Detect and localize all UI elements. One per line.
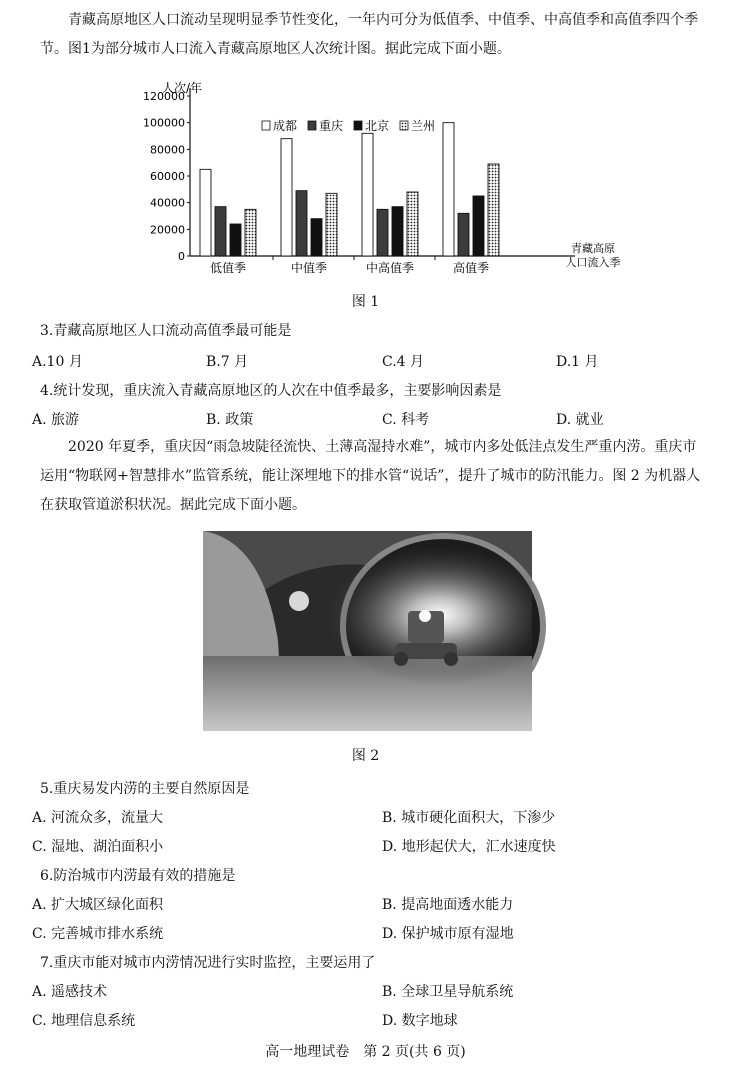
question-6-option-b: B. 提高地面透水能力 [382,897,514,913]
question-5-option-b: B. 城市硬化面积大，下渗少 [382,810,556,826]
legend-label-兰州: 兰州 [411,119,436,133]
y-tick-label: 40000 [150,196,185,210]
legend-swatch-成都 [262,121,270,130]
question-3-option-c: C.4 月 [382,354,425,370]
question-5-option-a: A. 河流众多，流量大 [32,810,164,826]
y-axis-label: 人次/年 [161,81,203,95]
question-4-option-d: D. 就业 [556,412,604,428]
question-5-option-c: C. 湿地、湖泊面积小 [32,839,164,855]
figure-2-caption: 图 2 [351,748,380,764]
question-7-stem: 7.重庆市能对城市内涝情况进行实时监控，主要运用了 [40,955,376,971]
legend-swatch-重庆 [308,121,316,130]
bar-兰州 [407,192,418,256]
y-tick-label: 80000 [150,143,185,157]
bar-北京 [311,219,322,256]
x-axis-label-line1: 青藏高原 [571,242,615,255]
bar-兰州 [488,164,499,256]
bar-兰州 [245,209,256,256]
y-tick-label: 120000 [143,90,185,103]
bar-成都 [443,123,454,256]
bar-兰州 [326,193,337,256]
legend-label-北京: 北京 [365,119,390,133]
question-3-option-a: A.10 月 [32,354,83,370]
figure-1-caption: 图 1 [351,294,380,310]
x-category-label: 高值季 [452,261,490,275]
bar-重庆 [377,209,388,256]
question-4-option-b: B. 政策 [206,412,254,428]
pipe-robot-photo [203,531,532,731]
bar-重庆 [215,207,226,256]
question-6-option-d: D. 保护城市原有湿地 [382,926,514,942]
question-6-option-a: A. 扩大城区绿化面积 [32,897,164,913]
question-7-option-a: A. 遥感技术 [32,984,108,1000]
question-3-option-b: B.7 月 [206,354,249,370]
question-7-option-c: C. 地理信息系统 [32,1013,136,1029]
page-footer: 高一地理试卷 第 2 页(共 6 页) [265,1044,466,1060]
bar-重庆 [296,191,307,256]
legend-swatch-北京 [354,121,362,130]
question-4-option-c: C. 科考 [382,412,430,428]
y-tick-label: 100000 [143,116,185,130]
question-6-stem: 6.防治城市内涝最有效的措施是 [40,868,236,884]
legend-label-重庆: 重庆 [319,119,344,133]
bar-重庆 [458,213,469,256]
legend-swatch-兰州 [400,121,408,130]
x-category-label: 低值季 [209,261,247,275]
intro-paragraph-1: 青藏高原地区人口流动呈现明显季节性变化，一年内可分为低值季、中值季、中高值季和高值季四个季节。图1为部分城市人口流入青藏高原地区人次统计图。据此完成下面小题。 [40,12,698,57]
question-5-stem: 5.重庆易发内涝的主要自然原因是 [40,781,250,797]
bar-成都 [362,133,373,256]
question-7-option-b: B. 全球卫星导航系统 [382,984,514,1000]
x-axis-label-line2: 人口流入季 [565,256,621,269]
y-tick-label: 0 [178,250,185,263]
y-tick-label: 20000 [150,223,185,237]
intro-paragraph-2: 2020 年夏季，重庆因“雨急坡陡径流快、土薄高湿持水难”，城市内多处低洼点发生严重内涝。重庆市运用“物联网+智慧排水”监管系统，能让深埋地下的排水管“说话”，提升了城市的防汛能力。图 2 为机器人在获取管道淤积状况。据此完成下面小题。 [40,439,701,513]
question-6-option-c: C. 完善城市排水系统 [32,926,164,942]
question-3-option-d: D.1 月 [556,354,599,370]
question-4-stem: 4.统计发现，重庆流入青藏高原地区的人次在中值季最多，主要影响因素是 [40,383,502,399]
question-4-option-a: A. 旅游 [32,412,80,428]
question-7-option-d: D. 数字地球 [382,1013,458,1029]
bar-北京 [230,224,241,256]
bar-成都 [281,139,292,256]
x-category-label: 中高值季 [365,261,415,275]
bar-北京 [392,207,403,256]
x-category-label: 中值季 [290,261,328,275]
legend-label-成都: 成都 [273,119,298,133]
question-3-stem: 3.青藏高原地区人口流动高值季最可能是 [40,323,292,339]
y-tick-label: 60000 [150,170,185,183]
bar-北京 [473,196,484,256]
population-inflow-chart [110,80,621,280]
question-5-option-d: D. 地形起伏大，汇水速度快 [382,839,556,855]
bar-成都 [200,169,211,256]
